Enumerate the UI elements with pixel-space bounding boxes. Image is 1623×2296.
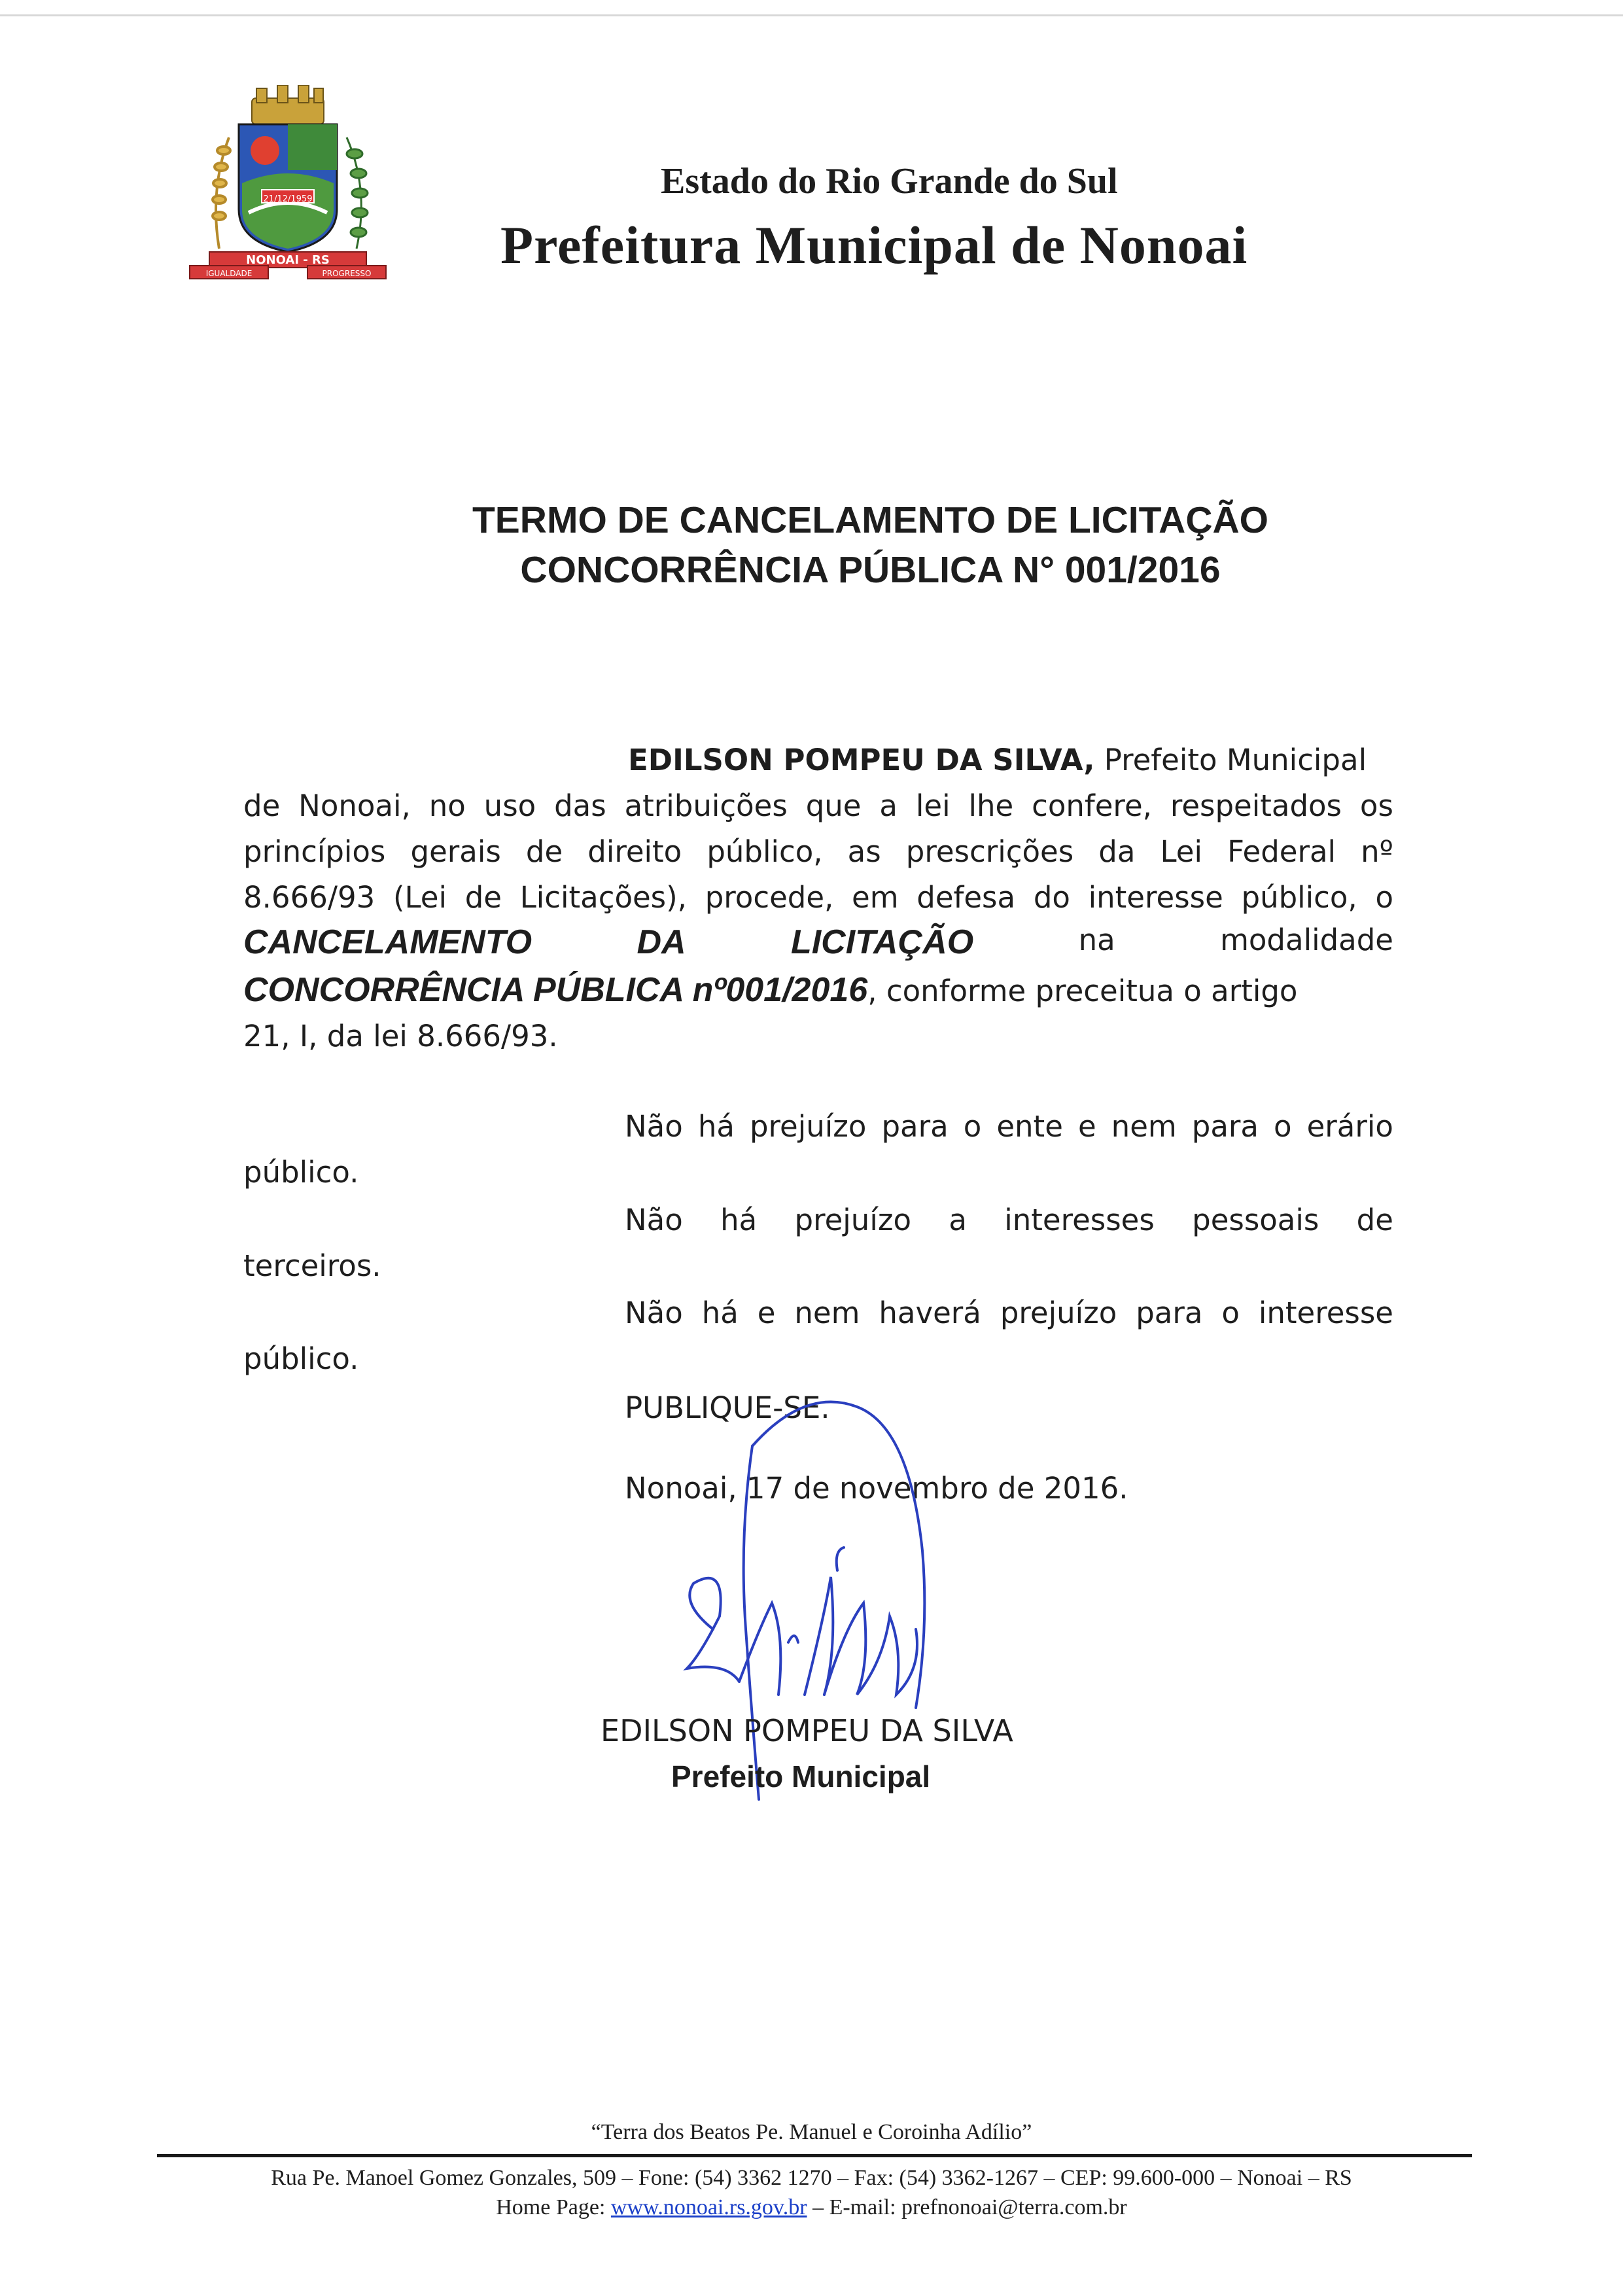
place-date: Nonoai, 17 de novembro de 2016. — [625, 1471, 1128, 1506]
crest-years: 21/12/1959 — [263, 194, 313, 204]
mayor-name: EDILSON POMPEU DA SILVA, — [628, 743, 1095, 777]
crest-ribbon-text: NONOAI - RS — [246, 253, 330, 267]
cancel-word: CANCELAMENTO — [243, 923, 532, 961]
body-line-6: CONCORRÊNCIA PÚBLICA nº001/2016, conforme preceitua o artigo — [243, 971, 1298, 1009]
crest-right-scroll: PROGRESSO — [322, 269, 372, 278]
statement-3-end: público. — [243, 1341, 359, 1376]
document-title-line1: TERMO DE CANCELAMENTO DE LICITAÇÃO — [472, 499, 1269, 541]
statement-1-end: público. — [243, 1155, 359, 1190]
statement-1: Não há prejuízo para o ente e nem para o erário — [625, 1109, 1393, 1144]
body-line-5: CANCELAMENTO DA LICITAÇÃO na modalidade — [243, 923, 1393, 961]
da-word: DA — [637, 923, 686, 961]
body-line-7: 21, I, da lei 8.666/93. — [243, 1019, 558, 1053]
mayor-title: Prefeito Municipal — [1104, 743, 1367, 777]
municipality-name: Prefeitura Municipal de Nonoai — [500, 215, 1248, 275]
top-scan-rule — [0, 14, 1623, 16]
publish-notice: PUBLIQUE-SE. — [625, 1390, 830, 1425]
home-page-label: Home Page: — [496, 2195, 606, 2219]
signer-role: Prefeito Municipal — [671, 1759, 931, 1793]
home-page-link[interactable]: www.nonoai.rs.gov.br — [610, 2195, 807, 2219]
crest-left-scroll: IGUALDADE — [205, 269, 253, 278]
body-line-2: de Nonoai, no uso das atribuições que a lei lhe confere, respeitados os — [243, 788, 1393, 823]
email-link[interactable]: prefnonoai@terra.com.br — [901, 2195, 1127, 2219]
email-label: – E-mail: — [812, 2195, 896, 2219]
licitacao-word: LICITAÇÃO — [790, 923, 974, 961]
footer-contact — [0, 2195, 1623, 2220]
statement-3: Não há e nem haverá prejuízo para o interesse — [625, 1296, 1393, 1330]
signer-name: EDILSON POMPEU DA SILVA — [601, 1713, 1013, 1748]
body-line-3: princípios gerais de direito público, as prescrições da Lei Federal nº — [243, 834, 1393, 869]
state-name: Estado do Rio Grande do Sul — [661, 161, 1118, 202]
statement-2-end: terceiros. — [243, 1248, 381, 1283]
statement-2: Não há prejuízo a interesses pessoais de — [625, 1203, 1393, 1237]
footer-divider — [157, 2154, 1472, 2157]
footer-address: Rua Pe. Manoel Gomez Gonzales, 509 – Fone: (54) 3362 1270 – Fax: (54) 3362-1267 – CEP: 99.600-000 – Nonoai – RS — [271, 2166, 1352, 2190]
body-line-4: 8.666/93 (Lei de Licitações), procede, em defesa do interesse público, o — [243, 880, 1393, 915]
body-line-1 — [628, 743, 1367, 777]
document-title-line2: CONCORRÊNCIA PÚBLICA N° 001/2016 — [520, 549, 1221, 591]
concorrencia-ref: CONCORRÊNCIA PÚBLICA nº001/2016 — [243, 971, 868, 1009]
municipal-crest-icon — [183, 85, 393, 281]
footer-motto: “Terra dos Beatos Pe. Manuel e Coroinha Adílio” — [591, 2120, 1032, 2144]
